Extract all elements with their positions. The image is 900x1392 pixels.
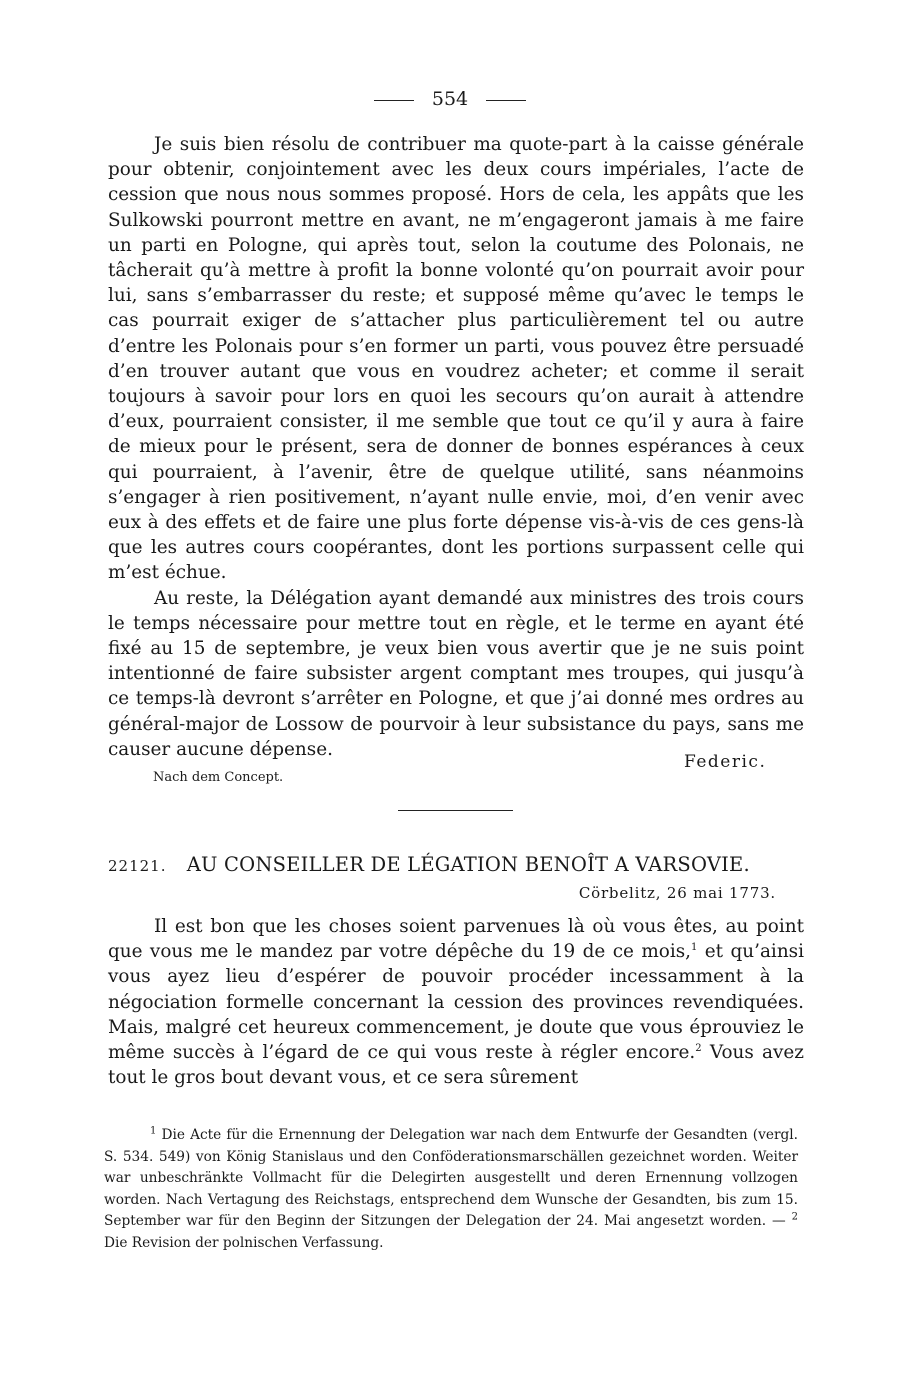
footnote-text: Die Acte für die Ernennung der Delegation war nach dem Entwurfe der Gesandten (vergl. S. 534. 549) von König Stanislaus und den Conföderationsmarschällen gezeichnet worden. Weiter war unbeschränkte Vollmacht für die Delegirten ausgestellt und deren Ernennung vollzogen worden. Nach Vertagung des Reichstags, entsprechend dem Wunsche der Gesandten, bis zum 15. September war für den Beginn der Sitzungen der Delegation der 24. Mai angesetzt worden. — [104, 1127, 798, 1230]
footnote-ref[interactable]: 2 [695, 1042, 702, 1054]
section-divider [398, 810, 513, 811]
footnote-ref[interactable]: 1 [691, 942, 698, 954]
page-number: 554 [431, 88, 469, 110]
header-dash-right [486, 100, 526, 101]
paragraph-text: Il est bon que les choses soient parvenues là où vous êtes, au point que vous me le mandez par votre dépêche du 19 de ce mois, [108, 916, 804, 963]
body-paragraph [108, 914, 804, 1090]
body-paragraph: Au reste, la Délégation ayant demandé aux ministres des trois cours le temps nécessaire pour mettre tout en règle, et le terme en ayant été fixé au 15 de septembre, je veux bien vous avertir que je ne suis point intentionné de faire subsister argent comptant mes troupes, qui jusqu’à ce temps-là devront s’arrêter en Pologne, et que j’ai donné mes ordres au général-major de Lossow de pourvoir à leur subsistance du pays, sans me causer aucune dépense. [108, 587, 804, 760]
letter-continuation [108, 132, 804, 762]
header-dash-left [374, 100, 414, 101]
page-header [0, 88, 900, 110]
footnote-text: Die Revision der polnischen Verfassung. [104, 1234, 384, 1251]
source-note: Nach dem Concept. [153, 770, 284, 785]
body-paragraph: Je suis bien résolu de contribuer ma quote-part à la caisse générale pour obtenir, conjointement avec les deux cours impériales, l’acte de cession que nous nous sommes proposé. Hors de cela, les appâts que les Sulkowski pourront mettre en avant, ne m’engageront jamais à me faire un parti en Pologne, qui après tout, selon la coutume des Polonais, ne tâcherait qu’à mettre à profit la bonne volonté qu’on pourrait avoir pour lui, sans s’embarrasser du reste; et supposé même qu’avec le temps le cas pourrait exiger de s’attacher plus particulièrement tel ou autre d’entre les Polonais pour s’en former un parti, vous pouvez être persuadé d’en trouver autant que vous en voudrez acheter; et comme il serait toujours à savoir pour lors en quoi les secours qu’on aurait à attendre d’eux, pourraient consister, il me semble que tout ce qu’il y aura à faire de mieux pour le présent, sera de donner de bonnes espérances à ceux qui pourraient, à l’avenir, être de quelque utilité, sans néanmoins s’engager à rien positivement, n’ayant nulle envie, moi, d’en venir avec eux à des effets et de faire une plus forte dépense vis-à-vis de ces gens-là que les autres cours coopérantes, dont les portions surpassent celle qui m’est échue. [108, 134, 804, 584]
letter-body [108, 914, 804, 1090]
signature: Federic. [684, 752, 767, 772]
document-number: 22121. [108, 857, 167, 875]
document-title: AU CONSEILLER DE LÉGATION BENOÎT A VARSOVIE. [186, 853, 750, 876]
dateline: Cörbelitz, 26 mai 1773. [578, 884, 776, 902]
footnotes [104, 1125, 798, 1255]
paragraph-text: Vous avez tout le gros bout devant vous, et ce sera sûrement [108, 1042, 804, 1089]
footnote-marker: 1 [150, 1125, 157, 1137]
footnote [104, 1125, 798, 1255]
document-heading [108, 853, 804, 876]
footnote-marker: 2 [791, 1211, 798, 1223]
paragraph-text: et qu’ainsi vous ayez lieu d’espérer de pouvoir procéder incessamment à la négociation formelle concernant la cession des provinces revendiquées. Mais, malgré cet heureux commencement, je doute que vous éprouviez le même succès à l’égard de ce qui vous reste à régler encore. [108, 941, 804, 1064]
